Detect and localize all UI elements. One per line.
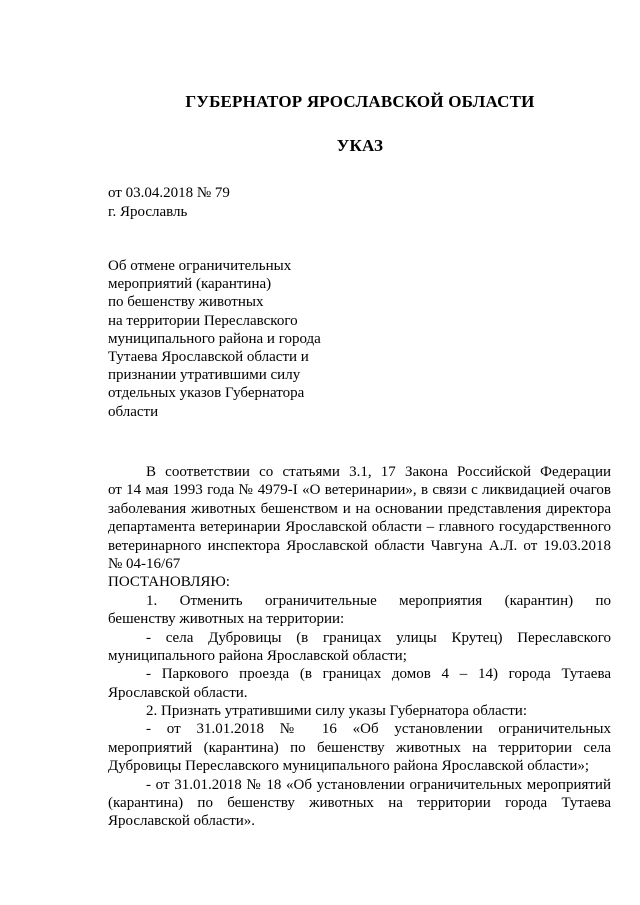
body-line: от 14 мая 1993 года № 4979-I «О ветеринарии», в связи с ликвидацией очагов bbox=[108, 482, 611, 499]
subject-line: признании утратившими силу bbox=[108, 367, 301, 384]
body-line: заболевания животных бешенством и на основании представления директора bbox=[108, 500, 611, 517]
body-line: - от 31.01.2018 № 16 «Об установлении ограничительных bbox=[146, 721, 611, 738]
subject-line: мероприятий (карантина) bbox=[108, 276, 272, 293]
subject-line: Тутаева Ярославской области и bbox=[108, 349, 309, 366]
decree-city: г. Ярославль bbox=[108, 204, 188, 220]
body-line: бешенству животных на территории: bbox=[108, 611, 345, 628]
body-line: - села Дубровицы (в границах улицы Крутец) Переславского bbox=[146, 629, 611, 646]
subject-line: на территории Переславского bbox=[108, 312, 298, 329]
body-line: Ярославской области». bbox=[108, 813, 256, 830]
body-line: 1. Отменить ограничительные мероприятия (карантин) по bbox=[146, 592, 611, 609]
body-line: В соответствии со статьями 3.1, 17 Закона Российской Федерации bbox=[146, 464, 611, 480]
body-line: ветеринарного инспектора Ярославской области Чавгуна А.Л. от 19.03.2018 bbox=[108, 537, 611, 554]
body-line: Дубровицы Переславского муниципального района Ярославской области»; bbox=[108, 758, 590, 775]
decree-body bbox=[108, 463, 611, 831]
authority-heading: ГУБЕРНАТОР ЯРОСЛАВСКОЙ ОБЛАСТИ bbox=[185, 92, 535, 111]
subject-line: области bbox=[108, 403, 159, 420]
subject-line: Об отмене ограничительных bbox=[108, 258, 292, 274]
document-type-heading: УКАЗ bbox=[336, 136, 384, 155]
body-line: Ярославской области. bbox=[108, 684, 248, 701]
subject-line: муниципального района и города bbox=[108, 330, 321, 347]
body-line: департамента ветеринарии Ярославской области – главного государственного bbox=[108, 519, 611, 536]
body-line: мероприятий (карантина) по бешенству животных на территории села bbox=[108, 739, 611, 756]
body-line: 2. Признать утратившими силу указы Губернатора области: bbox=[146, 703, 528, 720]
body-line: - от 31.01.2018 № 18 «Об установлении ограничительных мероприятий bbox=[146, 776, 611, 793]
body-line: - Паркового проезда (в границах домов 4 – 14) города Тутаева bbox=[146, 666, 611, 683]
body-line: (карантина) по бешенству животных на территории города Тутаева bbox=[108, 795, 611, 812]
decree-date-number: от 03.04.2018 № 79 bbox=[108, 185, 230, 201]
subject-line: по бешенству животных bbox=[108, 294, 264, 311]
subject-line: отдельных указов Губернатора bbox=[108, 385, 305, 402]
body-line: № 04-16/67 bbox=[108, 555, 181, 572]
body-line: муниципального района Ярославской области; bbox=[108, 647, 407, 664]
resolution-keyword: ПОСТАНОВЛЯЮ: bbox=[108, 574, 230, 591]
decree-subject bbox=[108, 257, 368, 421]
